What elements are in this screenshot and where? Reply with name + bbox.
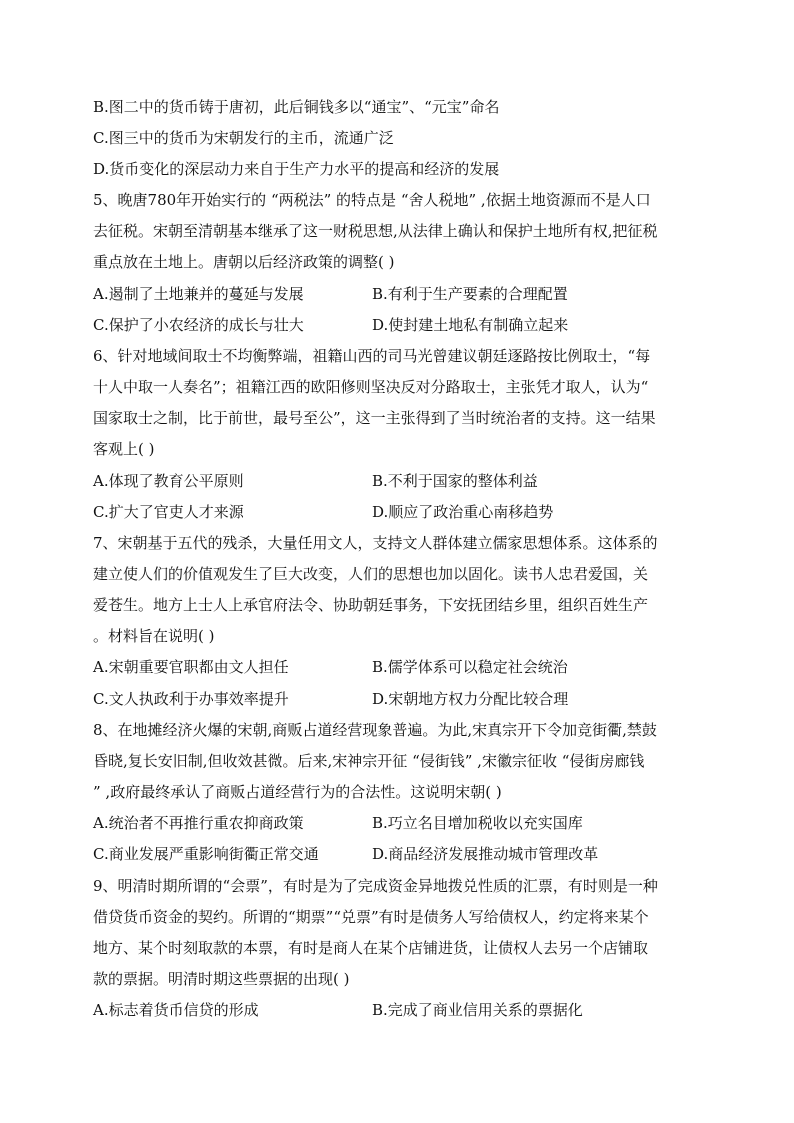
- q9-stem-line: 地方、某个时刻取款的本票，有时是商人在某个店铺进货，让债权人去另一个店铺取: [93, 939, 649, 957]
- q7-options-row: [93, 657, 703, 677]
- q9-options-row: [93, 1000, 703, 1020]
- q8-option-a: A.统治者不再推行重农抑商政策: [93, 814, 304, 832]
- q7-option-c: C.文人执政利于办事效率提升: [93, 690, 289, 708]
- q8-option-b: B.巧立名目增加税收以充实国库: [372, 814, 583, 832]
- q6-options-row: [93, 471, 703, 491]
- q7-option-a: A.宋朝重要官职都由文人担任: [93, 658, 289, 676]
- q5-stem-line: 重点放在土地上。唐朝以后经济政策的调整( ): [93, 253, 395, 271]
- q7-stem-line: 7、宋朝基于五代的残杀，大量任用文人，支持文人群体建立儒家思想体系。这体系的: [93, 534, 658, 552]
- q8-stem-line: 8、在地摊经济火爆的宋朝,商贩占道经营现象普遍。为此,宋真宗开下令加竞街衢,禁鼓: [93, 721, 657, 739]
- q7-stem-line: 爱苍生。地方上士人上承官府法令、协助朝廷事务，下安抚团结乡里，组织百姓生产: [93, 596, 649, 614]
- q8-stem-line: ” ,政府最终承认了商贩占道经营行为的合法性。这说明宋朝( ): [93, 783, 502, 801]
- q5-option-d: D.使封建土地私有制确立起来: [372, 316, 569, 334]
- q7-stem-line: 。材料旨在说明( ): [93, 627, 215, 645]
- q7-options-row: [93, 689, 703, 709]
- q9-stem-line: 款的票据。明清时期这些票据的出现( ): [93, 970, 350, 988]
- q9-option-a: A.标志着货币信贷的形成: [93, 1001, 259, 1019]
- q8-option-c: C.商业发展严重影响街衢正常交通: [93, 845, 319, 863]
- q8-option-d: D.商品经济发展推动城市管理改革: [372, 845, 599, 863]
- q4-option-b: B.图二中的货币铸于唐初，此后铜钱多以“通宝”、“元宝”命名: [93, 98, 500, 116]
- q6-option-d: D.顺应了政治重心南移趋势: [372, 503, 554, 521]
- q8-options-row: [93, 813, 703, 833]
- q6-stem-line: 国家取士之制，比于前世，最号至公”，这一主张得到了当时统治者的支持。这一结果: [93, 409, 656, 427]
- q8-options-row: [93, 844, 703, 864]
- q5-option-b: B.有利于生产要素的合理配置: [372, 285, 568, 303]
- q5-option-c: C.保护了小农经济的成长与壮大: [93, 316, 304, 334]
- q7-option-d: D.宋朝地方权力分配比较合理: [372, 690, 569, 708]
- q6-stem-line: 客观上( ): [93, 440, 155, 458]
- q9-stem-line: 9、明清时期所谓的“会票”，有时是为了完成资金异地拨兑性质的汇票，有时则是一种: [93, 877, 658, 895]
- q7-stem-line: 建立使人们的价值观发生了巨大改变，人们的思想也加以固化。读书人忠君爱国，关: [93, 565, 649, 583]
- q5-stem-line: 去征税。宋朝至清朝基本继承了这一财税思想,从法律上确认和保护土地所有权,把征税: [93, 222, 658, 240]
- q6-option-a: A.体现了教育公平原则: [93, 472, 244, 490]
- q6-stem-line: 十人中取一人奏名”；祖籍江西的欧阳修则坚决反对分路取士，主张凭才取人，认为“: [93, 378, 649, 396]
- q9-option-b: B.完成了商业信用关系的票据化: [372, 1001, 583, 1019]
- q8-stem-line: 昏晓,复长安旧制,但收效甚微。后来,宋神宗开征 “侵街钱” ,宋徽宗征收 “侵街房廊钱: [93, 752, 645, 770]
- q6-stem-line: 6、针对地域间取士不均衡弊端，祖籍山西的司马光曾建议朝廷逐路按比例取士，“每: [93, 347, 651, 365]
- q4-option-d: D.货币变化的深层动力来自于生产力水平的提高和经济的发展: [93, 160, 500, 178]
- q5-options-row: [93, 315, 703, 335]
- q7-option-b: B.儒学体系可以稳定社会统治: [372, 658, 568, 676]
- q6-option-b: B.不利于国家的整体利益: [372, 472, 538, 490]
- q5-options-row: [93, 284, 703, 304]
- q6-options-row: [93, 502, 703, 522]
- q5-stem-line: 5、晚唐780年开始实行的 “两税法” 的特点是 “舍人税地” ,依据土地资源而不是人口: [93, 191, 651, 209]
- q4-option-c: C.图三中的货币为宋朝发行的主币，流通广泛: [93, 129, 394, 147]
- q6-option-c: C.扩大了官吏人才来源: [93, 503, 244, 521]
- q9-stem-line: 借贷货币资金的契约。所谓的“期票”“兑票”有时是债务人写给债权人，约定将来某个: [93, 908, 649, 926]
- q5-option-a: A.遏制了土地兼并的蔓延与发展: [93, 285, 304, 303]
